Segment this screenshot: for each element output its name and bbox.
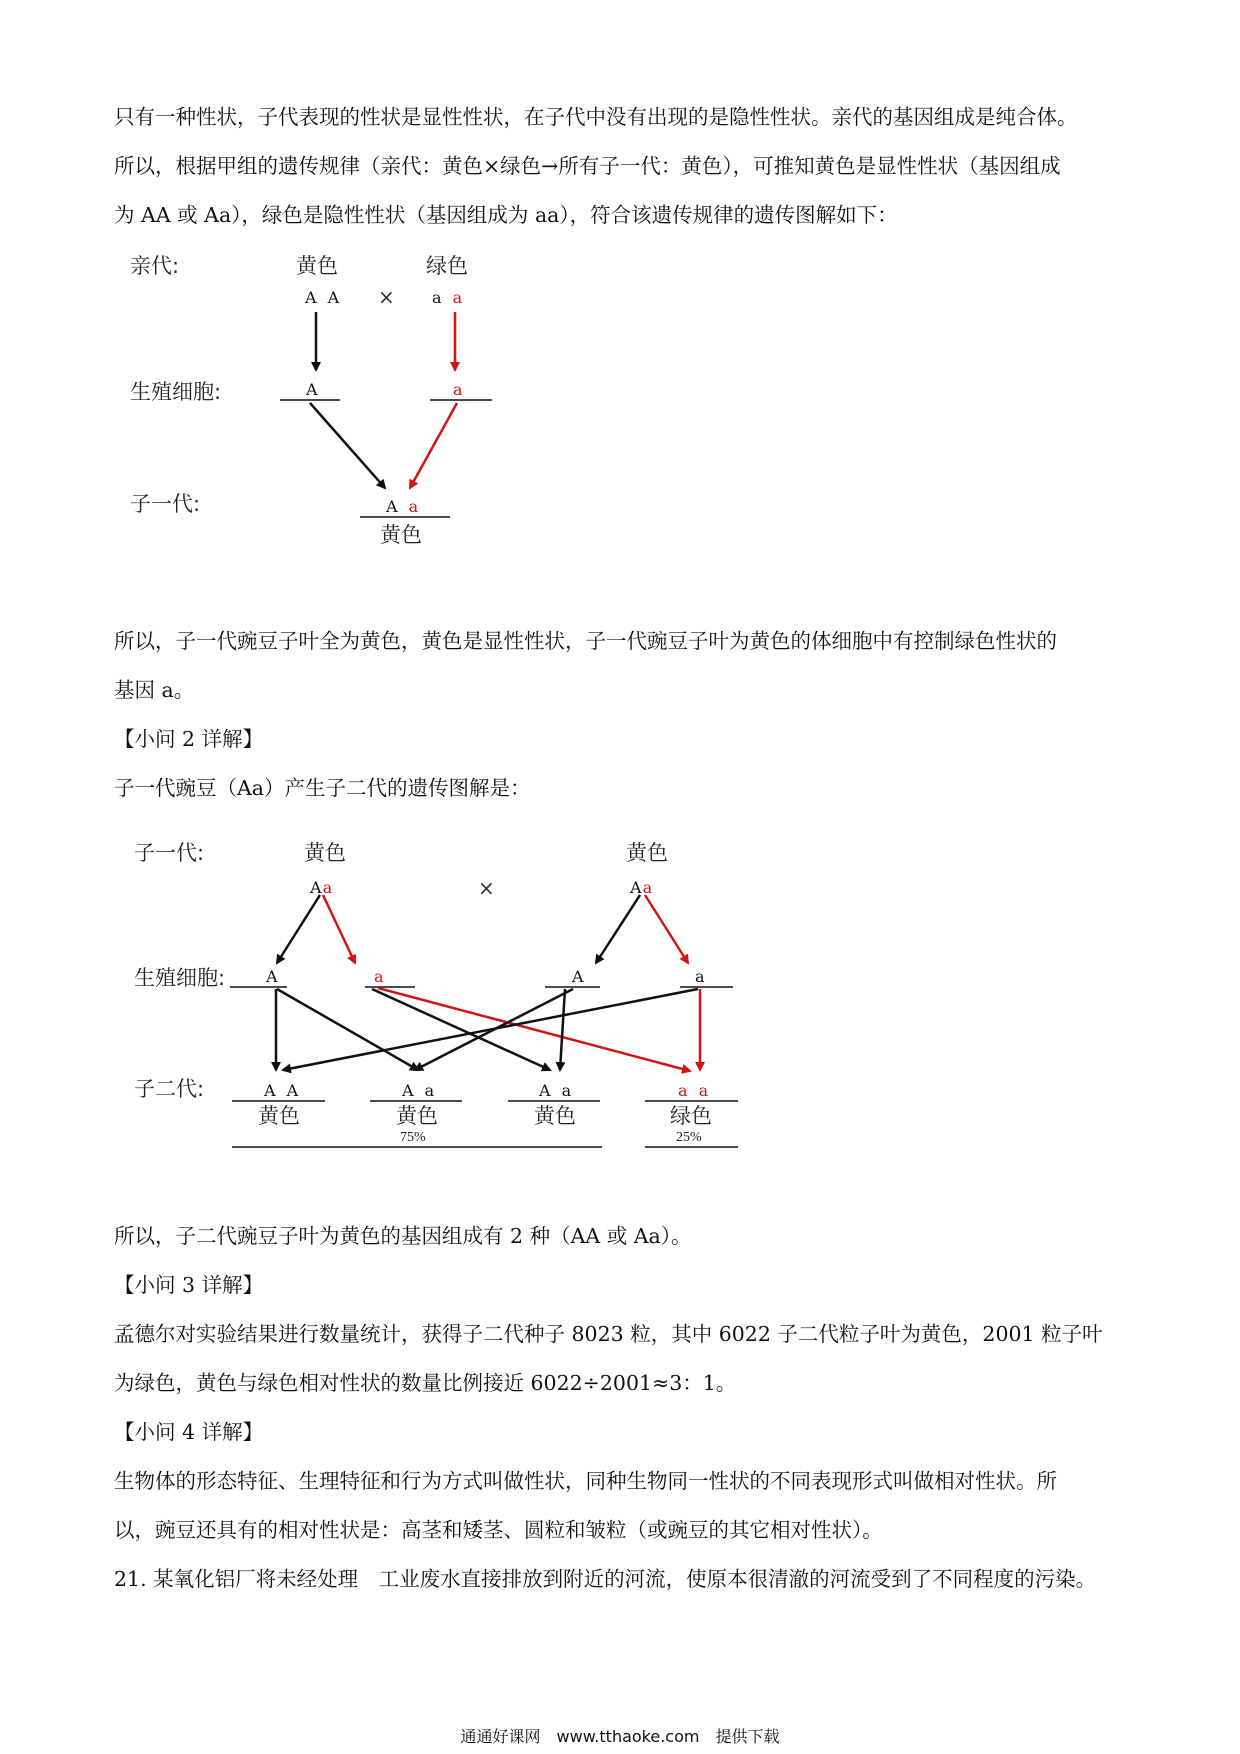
- parent-right-genotype: Aa: [630, 878, 654, 897]
- gene-recessive-red: a: [408, 497, 422, 516]
- arrow-p2-a: [645, 895, 688, 963]
- offspring-4-trait: 绿色: [670, 1104, 712, 1128]
- f1-genotype: [386, 498, 421, 516]
- gamete-4: a: [695, 967, 708, 986]
- diagram2-lines: [0, 825, 1240, 1155]
- arrow-g3-o3: [560, 989, 565, 1070]
- genetic-diagram-parent-to-f1: [0, 240, 1240, 560]
- cross-symbol: ×: [378, 285, 395, 309]
- row-label-gamete: 生殖细胞:: [130, 380, 222, 404]
- footer-watermark: 通通好课网 www.tthaoke.com 提供下载: [460, 1727, 780, 1746]
- row-label-f1: 子一代:: [130, 492, 201, 516]
- paragraph: 所以，子一代豌豆子叶全为黄色，黄色是显性性状，子一代豌豆子叶为黄色的体细胞中有控制绿色性状的: [114, 629, 1057, 653]
- offspring-3-genotype: A a: [539, 1081, 575, 1100]
- offspring-2-trait: 黄色: [396, 1104, 438, 1128]
- offspring-2-genotype: A a: [402, 1081, 438, 1100]
- row-label-gamete: 生殖细胞:: [134, 966, 226, 990]
- offspring-3-trait: 黄色: [534, 1104, 576, 1128]
- gene-recessive: a: [432, 288, 445, 307]
- arrow-gamete-right: [410, 403, 457, 488]
- section-heading: 【小问 3 详解】: [114, 1273, 264, 1297]
- paragraph: 为 AA 或 Aa），绿色是隐性性状（基因组成为 aa），符合该遗传规律的遗传图解如下：: [114, 203, 898, 227]
- paragraph: 孟德尔对实验结果进行数量统计，获得子二代种子 8023 粒，其中 6022 子二代粒子叶为黄色，2001 粒子叶: [114, 1322, 1103, 1346]
- row-label-parent: 亲代:: [130, 254, 180, 278]
- parent-right-trait: 黄色: [626, 841, 668, 865]
- gamete-right: a: [453, 380, 466, 399]
- ratio-yellow: 75%: [400, 1130, 426, 1145]
- parent-left-trait: 黄色: [296, 254, 338, 278]
- arrow-p1-A: [277, 895, 320, 963]
- parent-right-genotype: [432, 289, 465, 307]
- paragraph: 基因 a。: [114, 678, 195, 702]
- row-label-f2: 子二代:: [134, 1077, 205, 1101]
- parent-left-genotype: Aa: [310, 878, 334, 897]
- ratio-green: 25%: [676, 1130, 702, 1145]
- genetic-diagram-f1-to-f2: [0, 825, 1240, 1155]
- paragraph: 所以，根据甲组的遗传规律（亲代：黄色×绿色→所有子一代：黄色），可推知黄色是显性性状（基因组成: [114, 154, 1061, 178]
- question-21: 21. 某氧化铝厂将未经处理 工业废水直接排放到附近的河流，使原本很清澈的河流受到了不同程度的污染。: [114, 1567, 1097, 1591]
- paragraph: 生物体的形态特征、生理特征和行为方式叫做性状，同种生物同一性状的不同表现形式叫做相对性状。所: [114, 1469, 1057, 1493]
- gamete-1: A: [266, 967, 281, 986]
- gamete-2: a: [374, 967, 387, 986]
- paragraph: 所以，子二代豌豆子叶为黄色的基因组成有 2 种（AA 或 Aa）。: [114, 1224, 692, 1248]
- gamete-left: A: [306, 380, 321, 399]
- offspring-1-trait: 黄色: [258, 1104, 300, 1128]
- gene-dominant: A: [386, 497, 401, 516]
- section-heading: 【小问 2 详解】: [114, 727, 264, 751]
- paragraph: 只有一种性状，子代表现的性状是显性性状，在子代中没有出现的是隐性性状。亲代的基因组成是纯合体。: [114, 105, 1078, 129]
- f1-trait: 黄色: [380, 523, 422, 547]
- paragraph: 以，豌豆还具有的相对性状是：高茎和矮茎、圆粒和皱粒（或豌豆的其它相对性状）。: [114, 1518, 883, 1542]
- parent-right-trait: 绿色: [426, 254, 468, 278]
- paragraph: 子一代豌豆（Aa）产生子二代的遗传图解是：: [114, 776, 531, 800]
- arrow-p1-a: [323, 895, 355, 963]
- parent-left-genotype: A A: [305, 288, 343, 307]
- parent-left-trait: 黄色: [304, 841, 346, 865]
- cross-symbol: ×: [478, 876, 495, 900]
- arrow-p2-A: [596, 895, 640, 963]
- paragraph: 为绿色，黄色与绿色相对性状的数量比例接近 6022÷2001≈3：1。: [114, 1371, 737, 1395]
- offspring-4-genotype: a a: [678, 1081, 712, 1100]
- gene-recessive-red: a: [452, 288, 466, 307]
- arrow-gamete-left: [310, 403, 385, 488]
- section-heading: 【小问 4 详解】: [114, 1420, 264, 1444]
- row-label-f1: 子一代:: [134, 841, 205, 865]
- offspring-1-genotype: A A: [264, 1081, 302, 1100]
- gamete-3: A: [572, 967, 587, 986]
